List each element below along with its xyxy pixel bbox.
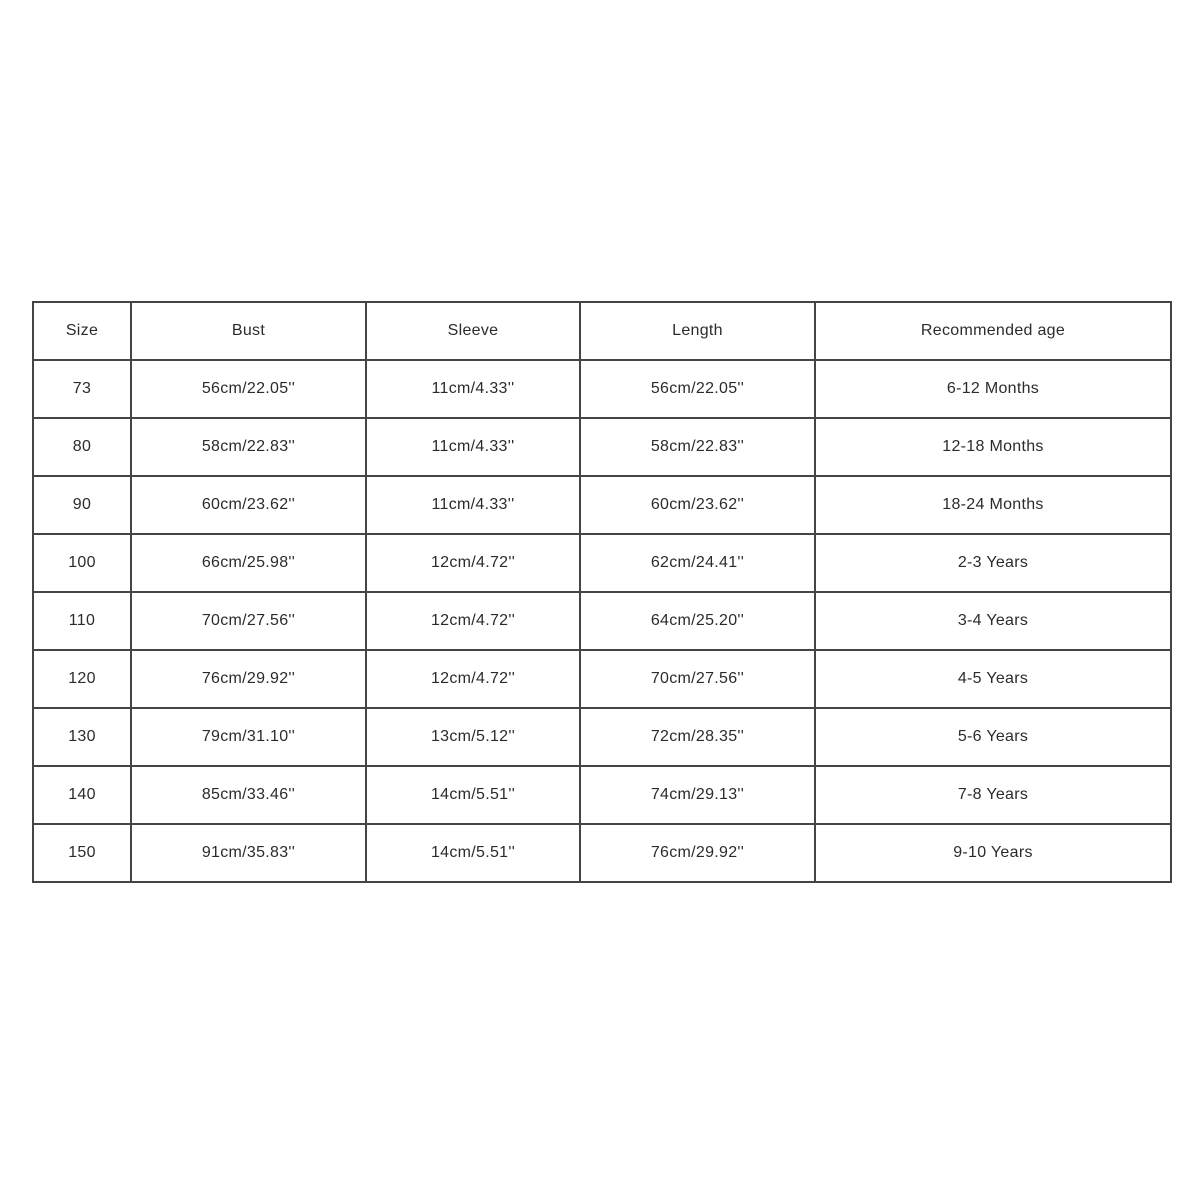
table-row [33,476,1171,534]
header-size: Size [33,302,131,360]
cell-size: 80 [33,418,131,476]
header-length: Length [580,302,815,360]
cell-age: 6-12 Months [815,360,1171,418]
cell-bust: 85cm/33.46'' [131,766,366,824]
cell-sleeve: 12cm/4.72'' [366,534,580,592]
cell-age: 2-3 Years [815,534,1171,592]
cell-age: 7-8 Years [815,766,1171,824]
table-row [33,360,1171,418]
cell-length: 74cm/29.13'' [580,766,815,824]
cell-sleeve: 12cm/4.72'' [366,592,580,650]
cell-age: 18-24 Months [815,476,1171,534]
cell-age: 5-6 Years [815,708,1171,766]
cell-sleeve: 14cm/5.51'' [366,766,580,824]
cell-bust: 58cm/22.83'' [131,418,366,476]
cell-age: 4-5 Years [815,650,1171,708]
cell-length: 64cm/25.20'' [580,592,815,650]
table-row [33,418,1171,476]
cell-bust: 70cm/27.56'' [131,592,366,650]
cell-age: 3-4 Years [815,592,1171,650]
cell-length: 76cm/29.92'' [580,824,815,882]
header-bust: Bust [131,302,366,360]
cell-age: 9-10 Years [815,824,1171,882]
header-row [33,302,1171,360]
cell-sleeve: 11cm/4.33'' [366,418,580,476]
cell-length: 70cm/27.56'' [580,650,815,708]
cell-sleeve: 12cm/4.72'' [366,650,580,708]
header-sleeve: Sleeve [366,302,580,360]
cell-size: 100 [33,534,131,592]
cell-length: 72cm/28.35'' [580,708,815,766]
cell-size: 140 [33,766,131,824]
cell-size: 110 [33,592,131,650]
cell-length: 62cm/24.41'' [580,534,815,592]
cell-sleeve: 11cm/4.33'' [366,360,580,418]
cell-bust: 60cm/23.62'' [131,476,366,534]
table-row [33,824,1171,882]
cell-size: 130 [33,708,131,766]
table-row [33,766,1171,824]
cell-size: 150 [33,824,131,882]
cell-length: 58cm/22.83'' [580,418,815,476]
cell-bust: 79cm/31.10'' [131,708,366,766]
cell-bust: 56cm/22.05'' [131,360,366,418]
cell-size: 73 [33,360,131,418]
size-chart-table [32,301,1172,883]
cell-age: 12-18 Months [815,418,1171,476]
table-row [33,592,1171,650]
cell-length: 56cm/22.05'' [580,360,815,418]
cell-bust: 66cm/25.98'' [131,534,366,592]
table-row [33,534,1171,592]
cell-sleeve: 14cm/5.51'' [366,824,580,882]
table-row [33,708,1171,766]
header-recommended-age: Recommended age [815,302,1171,360]
table-row [33,650,1171,708]
cell-size: 120 [33,650,131,708]
cell-bust: 76cm/29.92'' [131,650,366,708]
cell-length: 60cm/23.62'' [580,476,815,534]
cell-sleeve: 11cm/4.33'' [366,476,580,534]
cell-size: 90 [33,476,131,534]
cell-bust: 91cm/35.83'' [131,824,366,882]
cell-sleeve: 13cm/5.12'' [366,708,580,766]
